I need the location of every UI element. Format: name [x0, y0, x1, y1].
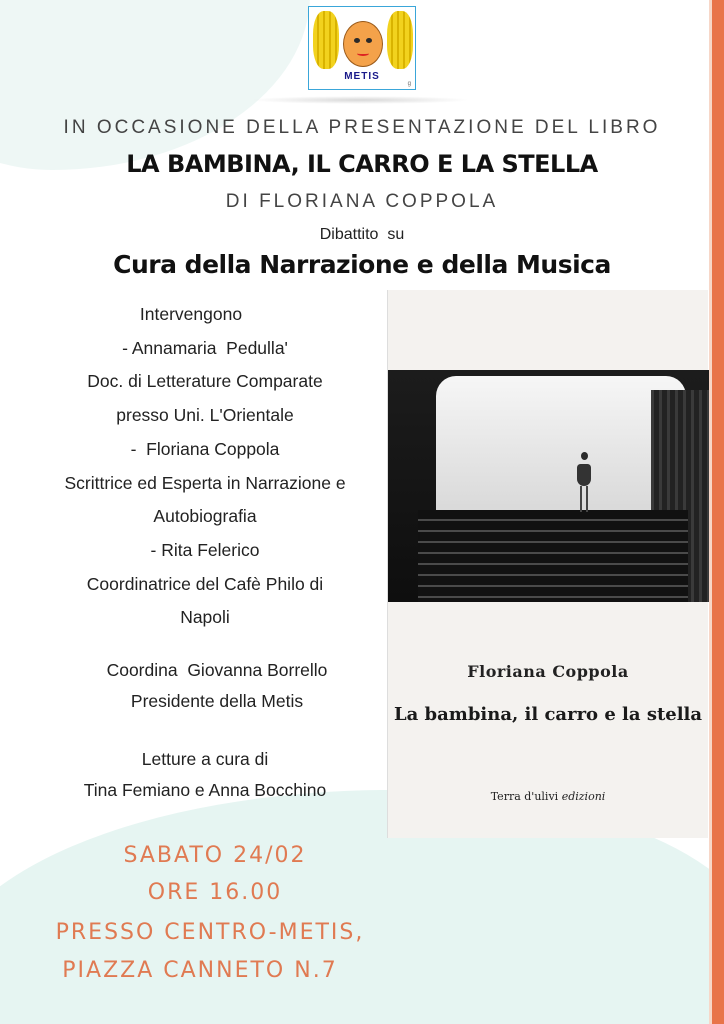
- event-time: ORE 16.00: [147, 880, 283, 905]
- metis-logo: [308, 6, 416, 90]
- cover-author: Floriana Coppola: [467, 662, 629, 681]
- debate-topic: Cura della Narrazione e della Musica: [113, 250, 611, 279]
- speaker-line: - Rita Felerico: [150, 539, 260, 560]
- event-venue: PRESSO CENTRO-METIS,: [55, 920, 365, 945]
- hair-left-icon: [313, 11, 339, 69]
- occasion-heading: IN OCCASIONE DELLA PRESENTAZIONE DEL LIBRO: [63, 117, 661, 138]
- cover-title: La bambina, il carro e la stella: [393, 704, 703, 725]
- background-blob-top: [0, 0, 310, 170]
- cover-photo-stairs: [418, 510, 688, 602]
- speaker-line: - Floriana Coppola: [130, 438, 280, 459]
- book-cover: [387, 290, 708, 838]
- coordinator-line: Coordina Giovanna Borrello: [106, 660, 328, 680]
- speaker-line: presso Uni. L'Orientale: [116, 405, 294, 426]
- speaker-line: Autobiografia: [153, 506, 257, 527]
- logo-label: METIS: [344, 71, 380, 82]
- logo-signature: g: [407, 81, 411, 87]
- cover-publisher: [388, 790, 708, 803]
- face-icon: [343, 21, 383, 67]
- speaker-line: Napoli: [180, 607, 230, 628]
- cover-publisher-main: Terra d'ulivi: [490, 790, 562, 803]
- mouth-icon: [357, 51, 369, 56]
- coordinator-role: Presidente della Metis: [130, 691, 304, 711]
- cover-publisher-italic: edizioni: [561, 790, 606, 803]
- readings-label: Letture a cura di: [141, 749, 269, 769]
- event-date: SABATO 24/02: [123, 843, 307, 868]
- debate-label: Dibattito su: [319, 226, 405, 243]
- speaker-line: Doc. di Letterature Comparate: [87, 371, 323, 392]
- speaker-line: Scrittrice ed Esperta in Narrazione e: [64, 472, 346, 493]
- speaker-line: - Annamaria Pedulla': [122, 337, 288, 358]
- girl-legs-icon: [580, 486, 588, 512]
- speakers-intro: Intervengono: [139, 304, 243, 324]
- speakers-block: [30, 298, 380, 635]
- event-address: PIAZZA CANNETO N.7: [62, 958, 338, 983]
- logo-shadow: [250, 96, 470, 104]
- coordination-block: [52, 655, 382, 717]
- author-line: DI FLORIANA COPPOLA: [225, 191, 499, 212]
- cover-photo: [388, 370, 709, 602]
- cover-photo-opening: [436, 376, 686, 512]
- speaker-line: Coordinatrice del Cafè Philo di: [86, 573, 324, 594]
- hair-right-icon: [387, 11, 413, 69]
- readings-block: [30, 744, 380, 806]
- readings-names: Tina Femiano e Anna Bocchino: [83, 780, 327, 800]
- book-title: LA BAMBINA, IL CARRO E LA STELLA: [126, 150, 598, 178]
